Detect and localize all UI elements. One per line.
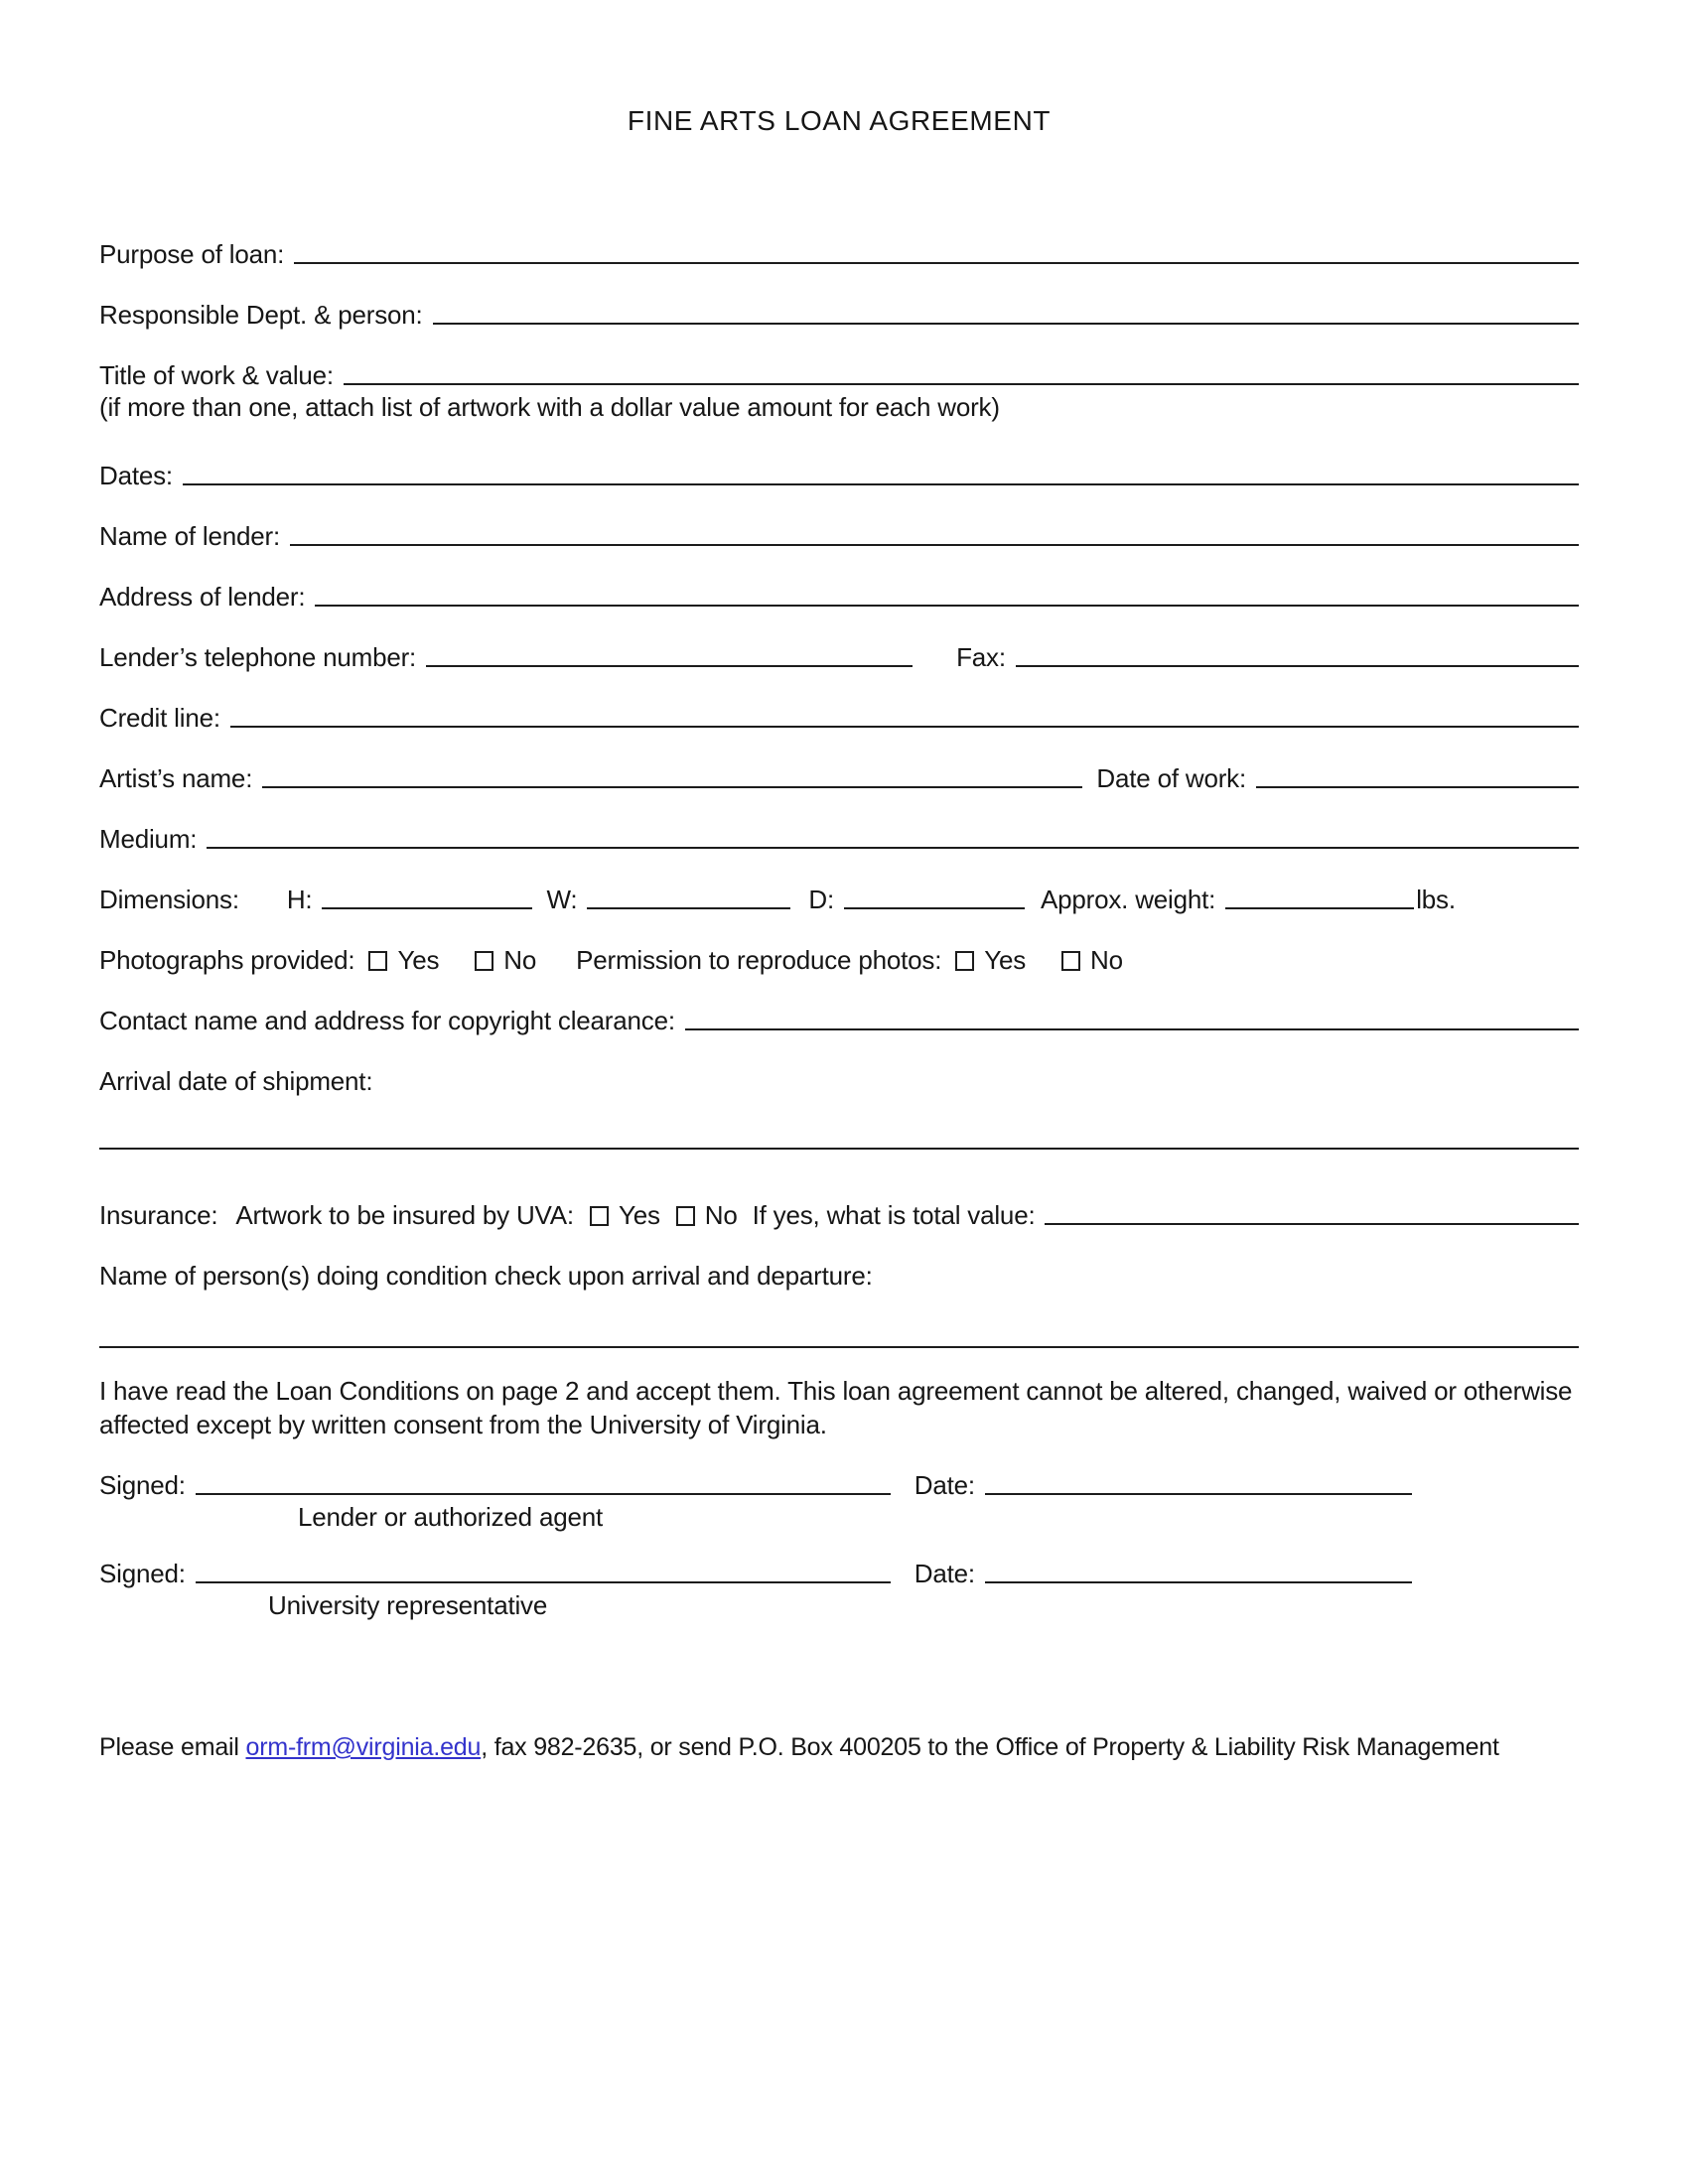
photographs-row: [99, 940, 1579, 975]
university-signature-row: [99, 1554, 1579, 1588]
insured-by-uva-yes-label: Yes: [618, 1200, 660, 1230]
photographs-provided-no-checkbox[interactable]: [475, 951, 493, 971]
fax-label: Fax:: [956, 642, 1006, 672]
phone-fax-row: [99, 637, 1579, 672]
total-value-label: If yes, what is total value:: [752, 1200, 1036, 1230]
title-of-work-note: (if more than one, attach list of artwork with a dollar value amount for each work): [99, 392, 1000, 422]
copyright-clearance-label: Contact name and address for copyright clearance:: [99, 1006, 675, 1035]
dates-field[interactable]: [183, 483, 1579, 485]
responsible-dept-row: [99, 295, 1579, 330]
lender-date-label: Date:: [914, 1470, 975, 1500]
dimensions-row: [99, 880, 1579, 914]
medium-label: Medium:: [99, 824, 198, 854]
lender-signature-row: [99, 1465, 1579, 1500]
photographs-provided-yes-checkbox[interactable]: [368, 951, 387, 971]
name-of-lender-field[interactable]: [290, 544, 1579, 546]
footer-instructions: [99, 1731, 1579, 1763]
condition-check-row: [99, 1256, 1579, 1291]
condition-check-field[interactable]: [99, 1346, 1579, 1348]
arrival-date-field[interactable]: [99, 1148, 1579, 1150]
lender-signed-label: Signed:: [99, 1470, 186, 1500]
title-of-work-field[interactable]: [344, 383, 1579, 385]
loan-agreement-form: [99, 234, 1579, 1763]
name-of-lender-label: Name of lender:: [99, 521, 280, 551]
permission-reproduce-yes-label: Yes: [984, 945, 1027, 975]
date-of-work-field[interactable]: [1256, 786, 1579, 788]
dates-label: Dates:: [99, 461, 173, 490]
photographs-provided-no-label: No: [503, 945, 537, 975]
credit-line-label: Credit line:: [99, 703, 220, 733]
approx-weight-label: Approx. weight:: [1040, 885, 1216, 914]
university-date-label: Date:: [914, 1559, 975, 1588]
dimension-h-field[interactable]: [322, 907, 532, 909]
total-value-field[interactable]: [1045, 1223, 1579, 1225]
permission-reproduce-yes-checkbox[interactable]: [955, 951, 974, 971]
dimension-d-field[interactable]: [844, 907, 1025, 909]
title-of-work-label: Title of work & value:: [99, 360, 334, 390]
responsible-dept-label: Responsible Dept. & person:: [99, 300, 423, 330]
address-of-lender-row: [99, 577, 1579, 612]
dates-row: [99, 456, 1579, 490]
address-of-lender-label: Address of lender:: [99, 582, 306, 612]
dimension-d-label: D:: [808, 885, 834, 914]
permission-reproduce-no-checkbox[interactable]: [1061, 951, 1080, 971]
footer-text-prefix: Please email: [99, 1733, 246, 1761]
lender-signature-field[interactable]: [196, 1493, 891, 1495]
approx-weight-field[interactable]: [1225, 907, 1414, 909]
photographs-provided-label: Photographs provided:: [99, 945, 355, 975]
arrival-date-label: Arrival date of shipment:: [99, 1066, 373, 1096]
arrival-date-row: [99, 1061, 1579, 1096]
artist-row: [99, 758, 1579, 793]
insured-by-uva-yes-checkbox[interactable]: [590, 1206, 609, 1226]
dimension-w-field[interactable]: [587, 907, 790, 909]
name-of-lender-row: [99, 516, 1579, 551]
dimension-h-label: H:: [286, 885, 313, 914]
medium-row: [99, 819, 1579, 854]
page-title: FINE ARTS LOAN AGREEMENT: [627, 105, 1052, 136]
permission-reproduce-label: Permission to reproduce photos:: [576, 945, 942, 975]
university-signature-field[interactable]: [196, 1581, 891, 1583]
purpose-of-loan-label: Purpose of loan:: [99, 239, 285, 269]
lender-telephone-label: Lender’s telephone number:: [99, 642, 417, 672]
dimensions-label: Dimensions:: [99, 885, 239, 914]
lender-signature-caption: Lender or authorized agent: [298, 1502, 604, 1532]
lender-telephone-field[interactable]: [426, 665, 913, 667]
email-link[interactable]: orm-frm@virginia.edu: [245, 1733, 482, 1761]
condition-check-label: Name of person(s) doing condition check upon arrival and departure:: [99, 1261, 873, 1291]
lbs-unit-label: lbs.: [1416, 885, 1456, 914]
insurance-label: Insurance:: [99, 1200, 218, 1230]
fax-field[interactable]: [1016, 665, 1579, 667]
copyright-clearance-row: [99, 1001, 1579, 1035]
copyright-clearance-field[interactable]: [685, 1028, 1579, 1030]
university-signed-label: Signed:: [99, 1559, 186, 1588]
lender-date-field[interactable]: [985, 1493, 1412, 1495]
responsible-dept-field[interactable]: [433, 323, 1579, 325]
purpose-of-loan-field[interactable]: [294, 262, 1579, 264]
purpose-of-loan-row: [99, 234, 1579, 269]
insured-by-uva-label: Artwork to be insured by UVA:: [235, 1200, 574, 1230]
permission-reproduce-no-label: No: [1090, 945, 1123, 975]
footer-text-suffix: , fax 982-2635, or send P.O. Box 400205 to the Office of Property & Liability Risk Management: [481, 1733, 1499, 1761]
insured-by-uva-no-checkbox[interactable]: [676, 1206, 695, 1226]
agreement-statement: I have read the Loan Conditions on page 2 and accept them. This loan agreement cannot be altered, changed, waived or otherwise affected except by written consent from the University of Virginia.: [99, 1376, 1573, 1439]
university-signature-caption: University representative: [268, 1590, 548, 1620]
medium-field[interactable]: [207, 847, 1579, 849]
insurance-row: [99, 1195, 1579, 1230]
artist-name-field[interactable]: [262, 786, 1082, 788]
credit-line-row: [99, 698, 1579, 733]
dimension-w-label: W:: [546, 885, 578, 914]
photographs-provided-yes-label: Yes: [397, 945, 440, 975]
credit-line-field[interactable]: [230, 726, 1579, 728]
address-of-lender-field[interactable]: [315, 605, 1579, 607]
university-date-field[interactable]: [985, 1581, 1412, 1583]
insured-by-uva-no-label: No: [704, 1200, 738, 1230]
title-of-work-row: [99, 355, 1579, 390]
artist-name-label: Artist’s name:: [99, 763, 253, 793]
date-of-work-label: Date of work:: [1096, 763, 1246, 793]
